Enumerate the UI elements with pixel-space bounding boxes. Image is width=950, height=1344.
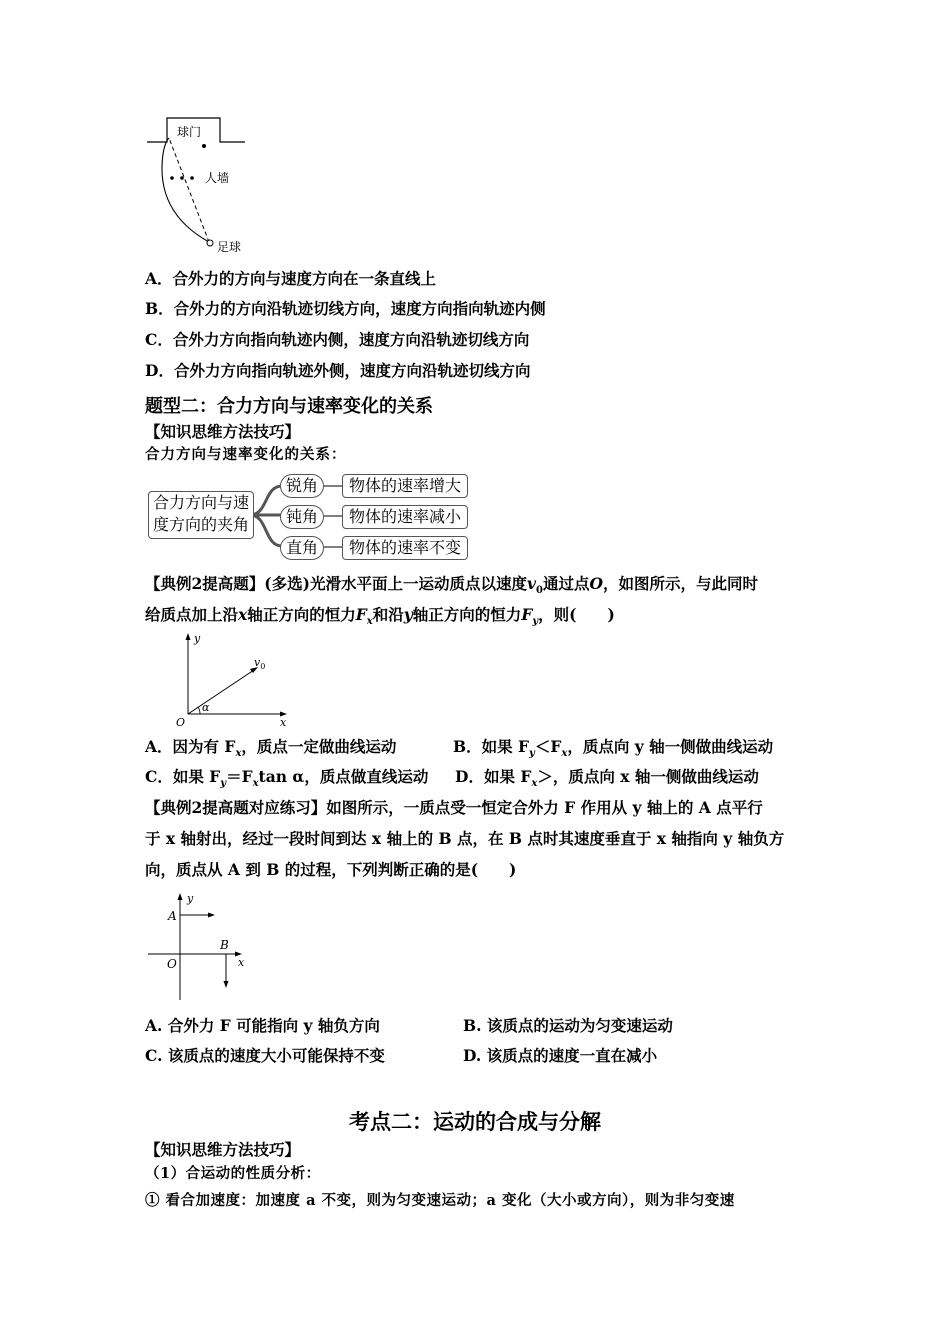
sub-heading: （1）合运动的性质分析： [145,1165,321,1182]
q1-option-a: A．合外力的方向与速度方向在一条直线上 [145,269,437,288]
q1-option-b: B．合外力的方向沿轨迹切线方向，速度方向指向轨迹内侧 [145,299,546,318]
alpha-arc [198,707,200,714]
ball-icon [207,240,213,246]
goal-dot [202,144,206,148]
goal-label: 球门 [177,125,202,139]
alpha-label: α [202,701,210,714]
ball-trajectory-curve [162,138,209,242]
result-unchanged: 物体的速率不变 [342,536,468,560]
ex2b-option-c: C. 该质点的速度大小可能保持不变 [145,1046,385,1065]
ex2-option-a: A．因为有 $F_x$，质点一定做曲线运动 [145,737,397,760]
ball-label: 足球 [217,240,242,254]
tips-label: 【知识思维方法技巧】 [145,422,301,441]
ex2b-line3: 向，质点从 A 到 B 的过程，下列判断正确的是( ) [145,860,517,879]
wall-dot-3 [190,176,194,180]
q1-option-d: D．合外力方向指向轨迹外侧，速度方向沿轨迹切线方向 [145,361,531,380]
football-trajectory-figure [145,112,255,257]
ex2-option-c: C．如果 $F_y=F_x\tan$ α，质点做直线运动 [145,767,429,790]
diagram-root-line2: 度方向的夹角 [152,515,249,534]
point-b-label: B [220,938,229,952]
wall-dot-1 [170,176,174,180]
y-label: y [187,892,194,905]
angle-right: 直角 [280,536,324,560]
ex2b-option-b: B. 该质点的运动为匀变速运动 [463,1016,673,1035]
velocity-axes-figure [170,630,300,728]
diagram-root-box [148,491,254,539]
ex2b-option-d: D. 该质点的速度一直在减小 [463,1046,658,1065]
origin-label: O [167,957,177,971]
y-label: y [194,632,201,645]
wall-label: 人墙 [205,171,230,185]
ex2-option-b: B．如果 $F_y<F_x$，质点向 y 轴一侧做曲线运动 [453,737,774,760]
origin-label: O [176,716,186,728]
wall-dot-2 [180,176,184,180]
relation-intro: 合力方向与速率变化的关系： [145,446,347,463]
ex2-line2: 给质点加上沿x轴正方向的恒力$F_x$和沿y轴正方向的恒力$F_y$，则( ) [145,605,615,628]
ex2b-line2: 于 x 轴射出，经过一段时间到达 x 轴上的 B 点，在 B 点时其速度垂直于 x 轴指向 y 轴负方 [145,829,785,848]
a-to-b-figure [140,890,255,1005]
result-increase: 物体的速率增大 [342,474,468,498]
angle-acute: 锐角 [280,474,324,498]
straight-path-dashed [169,138,209,242]
point-a-label: A [168,909,177,923]
tips-label-2: 【知识思维方法技巧】 [145,1140,301,1159]
section-2-title: 题型二：合力方向与速率变化的关系 [145,396,433,417]
x-label: x [238,956,245,969]
angle-obtuse: 钝角 [280,505,324,529]
diagram-root-line1: 合力方向与速 [152,493,249,512]
v0-label: $v_0$ [254,656,266,671]
ex2-line1: 【典例2提高题】(多选)光滑水平面上一运动质点以速度$v_0$通过点O，如图所示，与此同时 [145,574,758,597]
ex2b-option-a: A. 合外力 F 可能指向 y 轴负方向 [145,1016,380,1035]
q1-option-c: C．合外力方向指向轨迹内侧，速度方向沿轨迹切线方向 [145,330,530,349]
x-label: x [280,716,287,728]
rule-1: ① 看合加速度：加速度 a 不变，则为匀变速运动；a 变化（大小或方向），则为非匀变速 [145,1192,735,1209]
ex2b-line1: 【典例2提高题对应练习】如图所示，一质点受一恒定合外力 F 作用从 y 轴上的 A 点平行 [145,798,763,817]
result-decrease: 物体的速率减小 [342,505,468,529]
ex2-option-d: D．如果 $F_x>$，质点向 x 轴一侧做曲线运动 [455,767,759,790]
section-3-title: 考点二：运动的合成与分解 [349,1109,601,1134]
